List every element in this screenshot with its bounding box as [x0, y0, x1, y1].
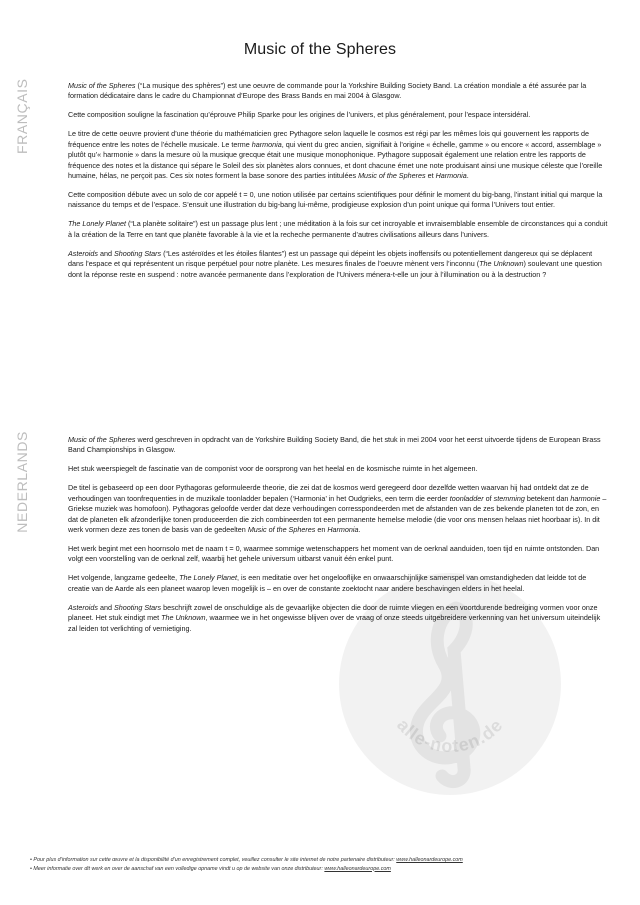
paragraph-nl-1: Music of the Spheres werd geschreven in opdracht van de Yorkshire Building Society Band, die het stuk in mei 2004 voor het eerst uitvoerde tijdens de European Brass Band Championships in Glasgow.: [68, 435, 601, 455]
language-label-french: FRANÇAIS: [14, 78, 30, 154]
section-french: [68, 81, 609, 289]
footnote-french: • Pour plus d’information sur cette œuvre et la disponibilité d’un enregistrement complet, veuillez consulter le site internet de notre partenaire distributeur: www.halleonardeurope.com: [30, 857, 463, 863]
paragraph-fr-5: The Lonely Planet (“La planète solitaire”) est un passage plus lent ; une méditation à la fois sur cet incroyable et invraisemblable ensemble de circonstances qui a conduit à la création de la Terre en tant que planète favorable à la vie et la recheche permanente d’autres civilisations ailleurs dans l’univers.: [68, 219, 608, 239]
language-label-dutch: NEDERLANDS: [14, 431, 30, 533]
paragraph-nl-5: Het volgende, langzame gedeelte, The Lonely Planet, is een meditatie over het ongelooflijke en onwaarschijnlijke samenspel van omstandigheden dat leidde tot de creatie van de Aarde als een planeet waarop leven mogelijk is – en over de constante zoektocht naar andere beschavingen elders in het heelal.: [68, 573, 587, 593]
paragraph-fr-3: Le titre de cette oeuvre provient d’une théorie du mathématicien grec Pythagore selon laquelle le cosmos est régi par les mêmes lois qui gouvernent les rapports de fréquence entre les notes de l’échelle musicale. Le terme harmonia, qui vient du grec ancien, signifiait à l’origine « échelle, gamme » ou encore « accord, assemblage » plutôt qu’« harmonie » dans la mesure où la musique grecque était une musique monophonique. Pythagore supposait également une relation entre les rapports de fréquence des notes et la distance qui sépare le Soleil des six planètes alors connues, et dont chacune émet une note produisant ainsi une musique céleste que l’oreille humaine, hélas, ne perçoit pas. Ces six notes forment la base sonore des parties intitulées Music of the Spheres et Harmonia.: [68, 129, 603, 181]
page-title: Music of the Spheres: [243, 41, 397, 58]
footnote-dutch: • Meer informatie over dit werk en over de aanschaf van een volledige opname vindt u op de website van onze distributeur: www.halleonardeurope.com: [30, 865, 391, 872]
paragraph-nl-2: Het stuk weerspiegelt de fascinatie van de componist voor de oorsprong van het heelal en de kosmische ruimte in het algemeen.: [68, 464, 478, 474]
paragraph-nl-3: De titel is gebaseerd op een door Pythagoras geformuleerde theorie, die zei dat de kosmos werd geregeerd door dezelfde wetten waarvan hij had ontdekt dat ze de verhoudingen van toonfrequenties in de muzikale toonladder bepalen (‘Harmonia’ in het Oudgrieks, een term die eerder toonladder of stemming betekent dan harmonie – Griekse muziek was homofoon). Pythagoras geloofde verder dat deze verhoudingen corresspondeerden met de afstanden van de zes bekende planeten tot de zon, en dat de planeten elk afzonderlijke tonen produceerden die zich combineerden tot een permanente hemelse melodie (die voor ons mensen helaas niet hoorbaar is). In dit werk vormen deze zes tonen de basis van de gedeelten Music of the Spheres en Harmonia.: [68, 483, 607, 535]
paragraph-fr-1: Music of the Spheres (“La musique des sphères”) est une oeuvre de commande pour la Yorkshire Building Society Band. La création mondiale a été assurée par la formation dédicataire dans le cadre du Championnat d’Europe des Brass Bands en mai 2004 à Glasgow.: [68, 81, 587, 101]
paragraph-fr-4: Cette composition débute avec un solo de cor appelé t = 0, une notion utilisée par certains scientifiques pour définir le moment du big-bang, l’instant initial qui marque la naissance du temps et de l’espace. S’ensuit une illustration du big-bang lui-même, prodigieuse explosion d’un point unique qui forma l’Univers tout entier.: [68, 190, 603, 210]
section-dutch: [68, 435, 609, 643]
paragraph-nl-6: Asteroids and Shooting Stars beschrijft zowel de onschuldige als de gevaarlijke objecten die door de ruimte vliegen en een voortdurende bedreiging vormen voor onze planeet. Het stuk eindigt met The Unknown, waarmee we in het ongewisse blijven over de vraag of onze steeds uitgebreidere verkenning van het universum uiteindelijk zal leiden tot verlichting of vernietiging.: [68, 602, 601, 633]
distributor-link-dutch[interactable]: www.halleonardeurope.com: [324, 865, 391, 872]
watermark-text: alle-noten.de: [393, 714, 507, 757]
paragraph-fr-6: Asteroids and Shooting Stars (“Les astéroïdes et les étoiles filantes”) est un passage qui dépeint les objets inoffensifs ou potentiellement dangereux qui se déplacent dans l’espace et qui représentent un risque perpétuel pour notre planète. Les mesures finales de l’oeuvre mènent vers l’inconnu (The Unknown) soulevant une question dont la réponse reste en suspend : notre avancée permanente dans l’exploration de l’Univers ménera-t-elle un jour à l’illumination ou à la destruction ?: [68, 248, 602, 279]
paragraph-nl-4: Het werk begint met een hoornsolo met de naam t = 0, waarmee sommige wetenschappers het moment van de oerknal aanduiden, toen tijd en ruimte ontstonden. Dan volgt een voorstelling van de oerknal zelf, waarbij het gehele universum uitbarst vanuit één enkel punt.: [68, 544, 600, 564]
distributor-link-french[interactable]: www.halleonardeurope.com: [396, 857, 463, 863]
footnotes: [30, 856, 620, 873]
paragraph-fr-2: Cette composition souligne la fascination qu’éprouve Philip Sparke pour les origines de l’univers, et plus généralement, pour l’espace intersidéral.: [68, 110, 531, 120]
